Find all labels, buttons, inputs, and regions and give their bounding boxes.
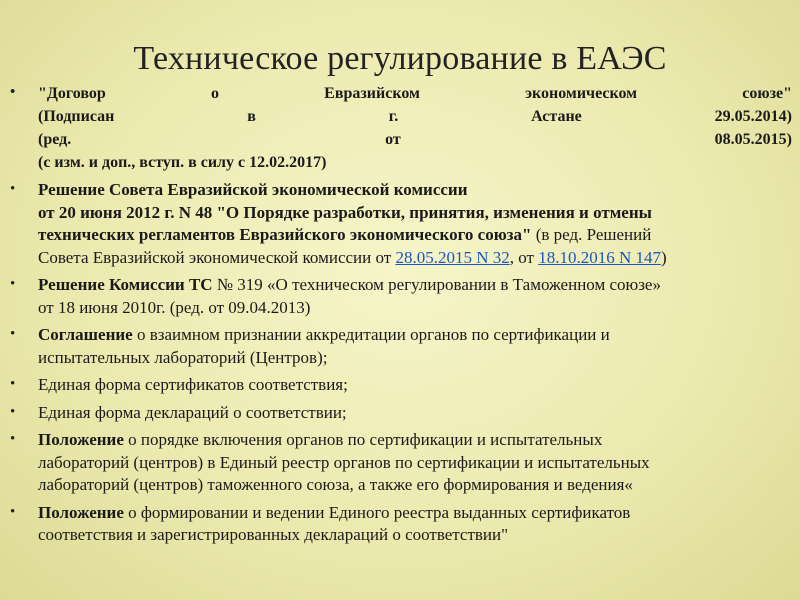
treaty-line-2: (Подписан в г. Астане 29.05.2014)	[38, 108, 792, 125]
treaty-line-4: (с изм. и доп., вступ. в силу с 12.02.2017)	[38, 154, 327, 171]
bullet-icon: •	[10, 431, 16, 447]
list-item: • Единая форма деклараций о соответствии;	[10, 402, 347, 422]
list-item: • Единая форма сертификатов соответствия;	[10, 375, 348, 394]
link-decision-147[interactable]: 18.10.2016 N 147	[538, 247, 661, 267]
bullet-icon: •	[10, 326, 16, 342]
list-item: • Соглашение о взаимном признании аккредитации органов по сертификации и испытательных лабораторий (Центров);	[10, 325, 610, 367]
list-item: • Решение Комиссии ТС № 319 «О техническом регулировании в Таможенном союзе» от 18 июня 2010г. (ред. от 09.04.2013)	[10, 275, 661, 317]
bullet-icon: •	[10, 276, 16, 292]
treaty-line-3: (ред. от 08.05.2015)	[38, 131, 792, 148]
bullet-icon: •	[10, 181, 16, 197]
bullet-icon: •	[10, 84, 16, 100]
bullet-list	[10, 82, 792, 552]
bullet-icon: •	[10, 376, 16, 392]
bullet-icon: •	[10, 403, 16, 420]
list-item: • Решение Совета Евразийской экономической комиссии от 20 июня 2012 г. N 48 "О Порядке разработки, принятия, изменения и отмены технических регламентов Евразийского экономического союза" (в ред. Решений Совета Евразийской экономической комиссии от 28.05.2015 N 32, от 18.10.2016 N 147)	[10, 180, 667, 267]
decision-title: Решение Совета Евразийской экономической комиссии	[38, 180, 468, 199]
slide-title: Техническое регулирование в ЕАЭС	[133, 40, 667, 77]
list-item	[10, 82, 792, 174]
treaty-line-1: "Договор о Евразийском экономическом союзе"	[38, 85, 792, 102]
list-item: • Положение о порядке включения органов по сертификации и испытательных лабораторий (центров) в Единый реестр органов по сертификации и испытательных лабораторий (центров) таможенного союза, а также его формирования и ведения«	[10, 430, 650, 494]
link-decision-32[interactable]: 28.05.2015 N 32	[395, 247, 510, 267]
bullet-icon: •	[10, 503, 16, 520]
list-item: • Положение о формировании и ведении Единого реестра выданных сертификатов соответствия и зарегистрированных деклараций о соответствии"	[10, 502, 631, 544]
